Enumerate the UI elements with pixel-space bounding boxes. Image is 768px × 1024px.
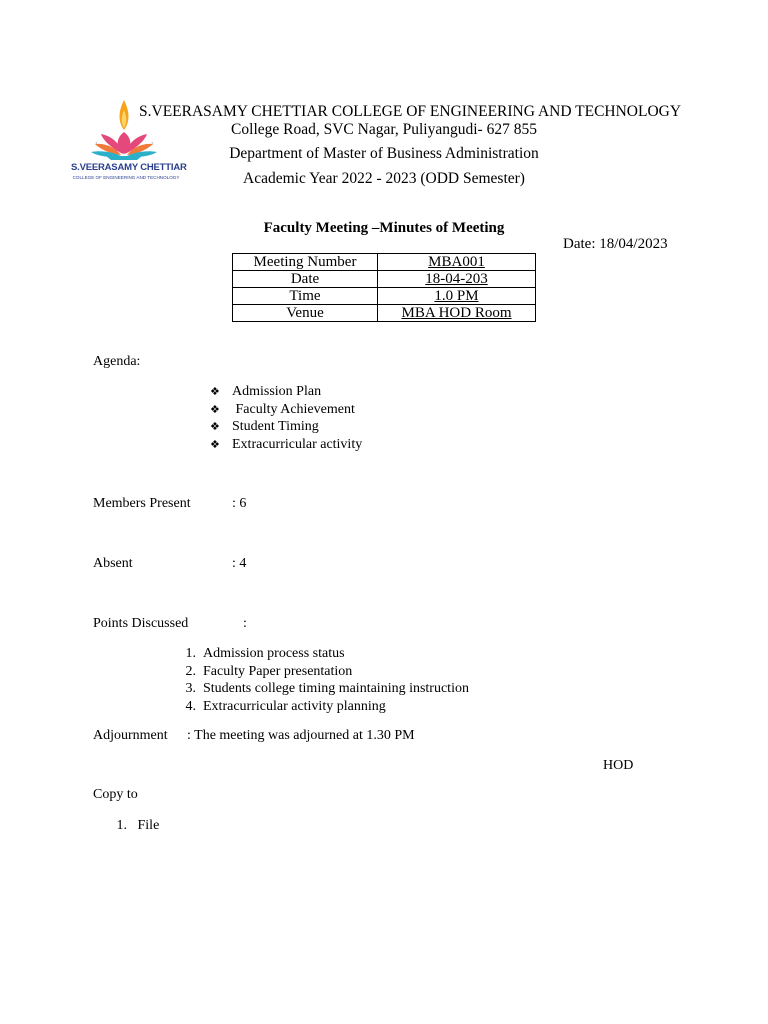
table-key: Venue	[233, 305, 378, 322]
table-value: MBA HOD Room	[401, 305, 512, 321]
table-value: 1.0 PM	[434, 288, 479, 304]
table-value: MBA001	[428, 254, 485, 270]
points-discussed-list	[172, 645, 469, 715]
absent-label: Absent	[93, 556, 133, 571]
list-item: ❖ Faculty Achievement	[210, 401, 355, 417]
department-name: Department of Master of Business Administration	[229, 145, 539, 162]
diamond-bullet-icon: ❖	[210, 385, 220, 398]
list-item: 1. File	[116, 818, 160, 833]
meeting-details-table	[232, 253, 536, 322]
svg-text:✦: ✦	[151, 141, 154, 145]
list-item: ❖ Extracurricular activity	[210, 436, 363, 452]
date-line: Date: 18/04/2023	[563, 236, 668, 252]
table-key: Time	[233, 288, 378, 305]
points-discussed-colon: :	[243, 616, 247, 631]
agenda-label: Agenda:	[93, 354, 141, 369]
svg-text:✦: ✦	[95, 141, 98, 145]
diamond-bullet-icon: ❖	[210, 420, 220, 434]
hod-signature: HOD	[603, 758, 634, 773]
adjournment-label: Adjournment	[93, 728, 168, 743]
table-row	[233, 254, 536, 271]
table-key: Meeting Number	[233, 254, 378, 271]
academic-year: Academic Year 2022 - 2023 (ODD Semester)	[243, 170, 525, 187]
diamond-bullet-icon: ❖	[210, 402, 220, 416]
table-row	[233, 305, 536, 322]
table-row	[233, 271, 536, 288]
table-row	[233, 288, 536, 305]
agenda-list	[210, 383, 362, 453]
list-item: ❖ Student Timing	[210, 419, 319, 435]
list-item: 4. Extracurricular activity planning	[185, 698, 386, 714]
table-value: 18-04-203	[425, 271, 488, 287]
list-item: ❖ Admission Plan	[210, 384, 322, 399]
list-item: 1. Admission process status	[185, 646, 345, 661]
table-key: Date	[233, 271, 378, 288]
points-discussed-label: Points Discussed	[93, 616, 189, 631]
logo-subtitle-text: COLLEGE OF ENGINEERING AND TECHNOLOGY	[72, 175, 180, 180]
logo-name-text: S.VEERASAMY CHETTIAR	[71, 162, 187, 173]
college-name: S.VEERASAMY CHETTIAR COLLEGE OF ENGINEERING AND TECHNOLOGY	[139, 103, 682, 120]
list-item: 3. Students college timing maintaining instruction	[185, 681, 469, 697]
copy-to-list	[103, 818, 159, 834]
list-item: 2. Faculty Paper presentation	[185, 663, 353, 679]
members-present-label: Members Present	[93, 496, 191, 511]
diamond-bullet-icon: ❖	[210, 437, 220, 451]
college-address: College Road, SVC Nagar, Puliyangudi- 627 855	[231, 121, 537, 138]
absent-value: : 4	[232, 556, 247, 571]
adjournment-value: : The meeting was adjourned at 1.30 PM	[187, 728, 415, 743]
members-present-value: : 6	[232, 496, 247, 511]
copy-to-label: Copy to	[93, 787, 138, 802]
document-title: Faculty Meeting –Minutes of Meeting	[263, 220, 505, 236]
